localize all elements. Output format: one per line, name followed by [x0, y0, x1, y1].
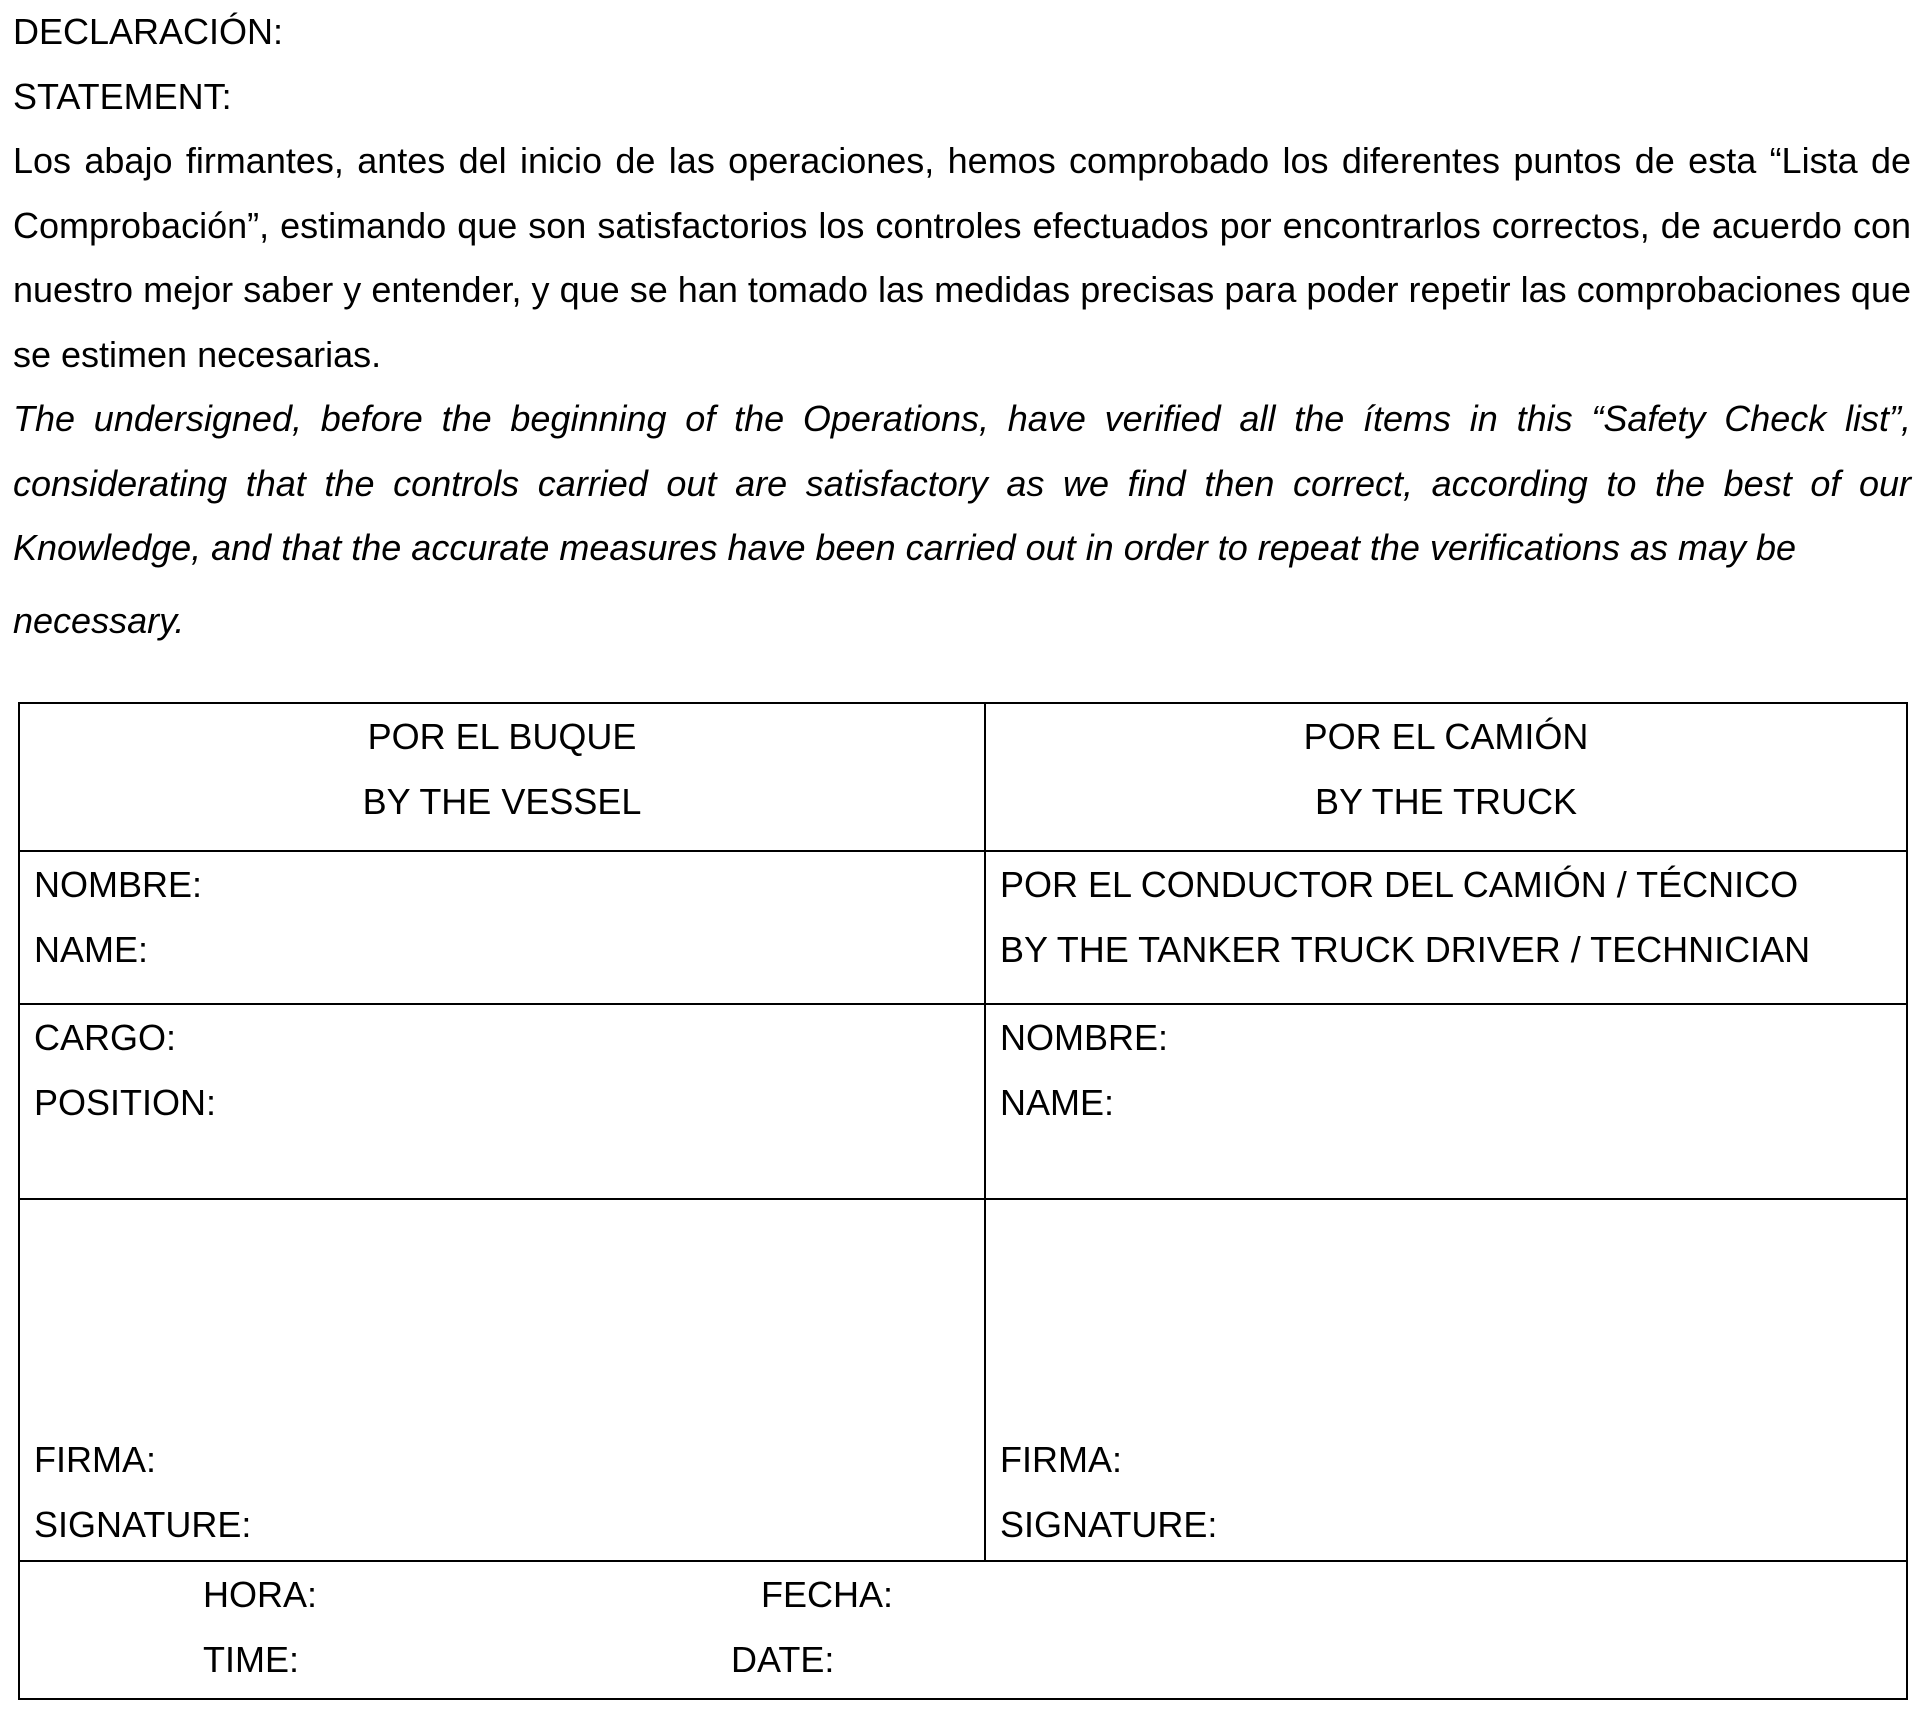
time-label-en: TIME: — [203, 1639, 299, 1680]
truck-signature-label-en: SIGNATURE: — [1000, 1504, 1218, 1545]
truck-header-en: BY THE TRUCK — [1314, 781, 1578, 822]
truck-name-label-en: NAME: — [1000, 1082, 1115, 1123]
truck-header-es: POR EL CAMIÓN — [1303, 716, 1589, 757]
declaration-label: DECLARACIÓN: — [13, 11, 284, 52]
declaration-section — [13, 0, 1911, 661]
truck-signature-cell[interactable] — [985, 1199, 1907, 1561]
vessel-signature-label-en: SIGNATURE: — [34, 1504, 252, 1545]
truck-header-cell — [985, 703, 1907, 851]
truck-name-cell[interactable] — [985, 1004, 1907, 1199]
date-label-en: DATE: — [731, 1639, 835, 1680]
truck-name-label-es: NOMBRE: — [1000, 1017, 1169, 1058]
time-label-es: HORA: — [203, 1574, 318, 1615]
truck-driver-label-en: BY THE TANKER TRUCK DRIVER / TECHNICIAN — [1000, 929, 1811, 970]
signature-table — [18, 702, 1908, 1700]
vessel-name-cell[interactable] — [19, 851, 985, 1004]
vessel-name-label-en: NAME: — [34, 929, 149, 970]
vessel-signature-cell[interactable] — [19, 1199, 985, 1561]
vessel-position-label-es: CARGO: — [34, 1017, 177, 1058]
declaration-text-en: The undersigned, before the beginning of the Operations, have verified all the ítems in this “Safety Check list”, considerating that the controls carried out are satisfactory as we find then correct, according to the best of our Knowledge, and that the accurate measures have been carried out in order to repeat the verifications as may be — [13, 398, 1911, 568]
vessel-position-cell[interactable] — [19, 1004, 985, 1199]
truck-driver-cell — [985, 851, 1907, 1004]
truck-driver-label-es: POR EL CONDUCTOR DEL CAMIÓN / TÉCNICO — [1000, 864, 1799, 905]
date-label-es: FECHA: — [761, 1574, 894, 1615]
vessel-signature-label-es: FIRMA: — [34, 1439, 156, 1480]
vessel-name-label-es: NOMBRE: — [34, 864, 203, 905]
statement-label: STATEMENT: — [13, 75, 232, 117]
vessel-header-es: POR EL BUQUE — [367, 716, 637, 757]
declaration-text-es: Los abajo firmantes, antes del inicio de las operaciones, hemos comprobado los diferentes puntos de esta “Lista de Comprobación”, estimando que son satisfactorios los controles efectuados por encontrarlos correctos, de acuerdo con nuestro mejor saber y entender, y que se han tomado las medidas precisas para poder repetir las comprobaciones que se estimen necesarias. — [13, 140, 1911, 375]
truck-signature-label-es: FIRMA: — [1000, 1439, 1122, 1480]
declaration-text-en-last: necessary. — [13, 599, 185, 641]
time-date-cell[interactable] — [19, 1561, 1907, 1699]
vessel-header-cell — [19, 703, 985, 851]
vessel-position-label-en: POSITION: — [34, 1082, 217, 1123]
vessel-header-en: BY THE VESSEL — [362, 781, 642, 822]
